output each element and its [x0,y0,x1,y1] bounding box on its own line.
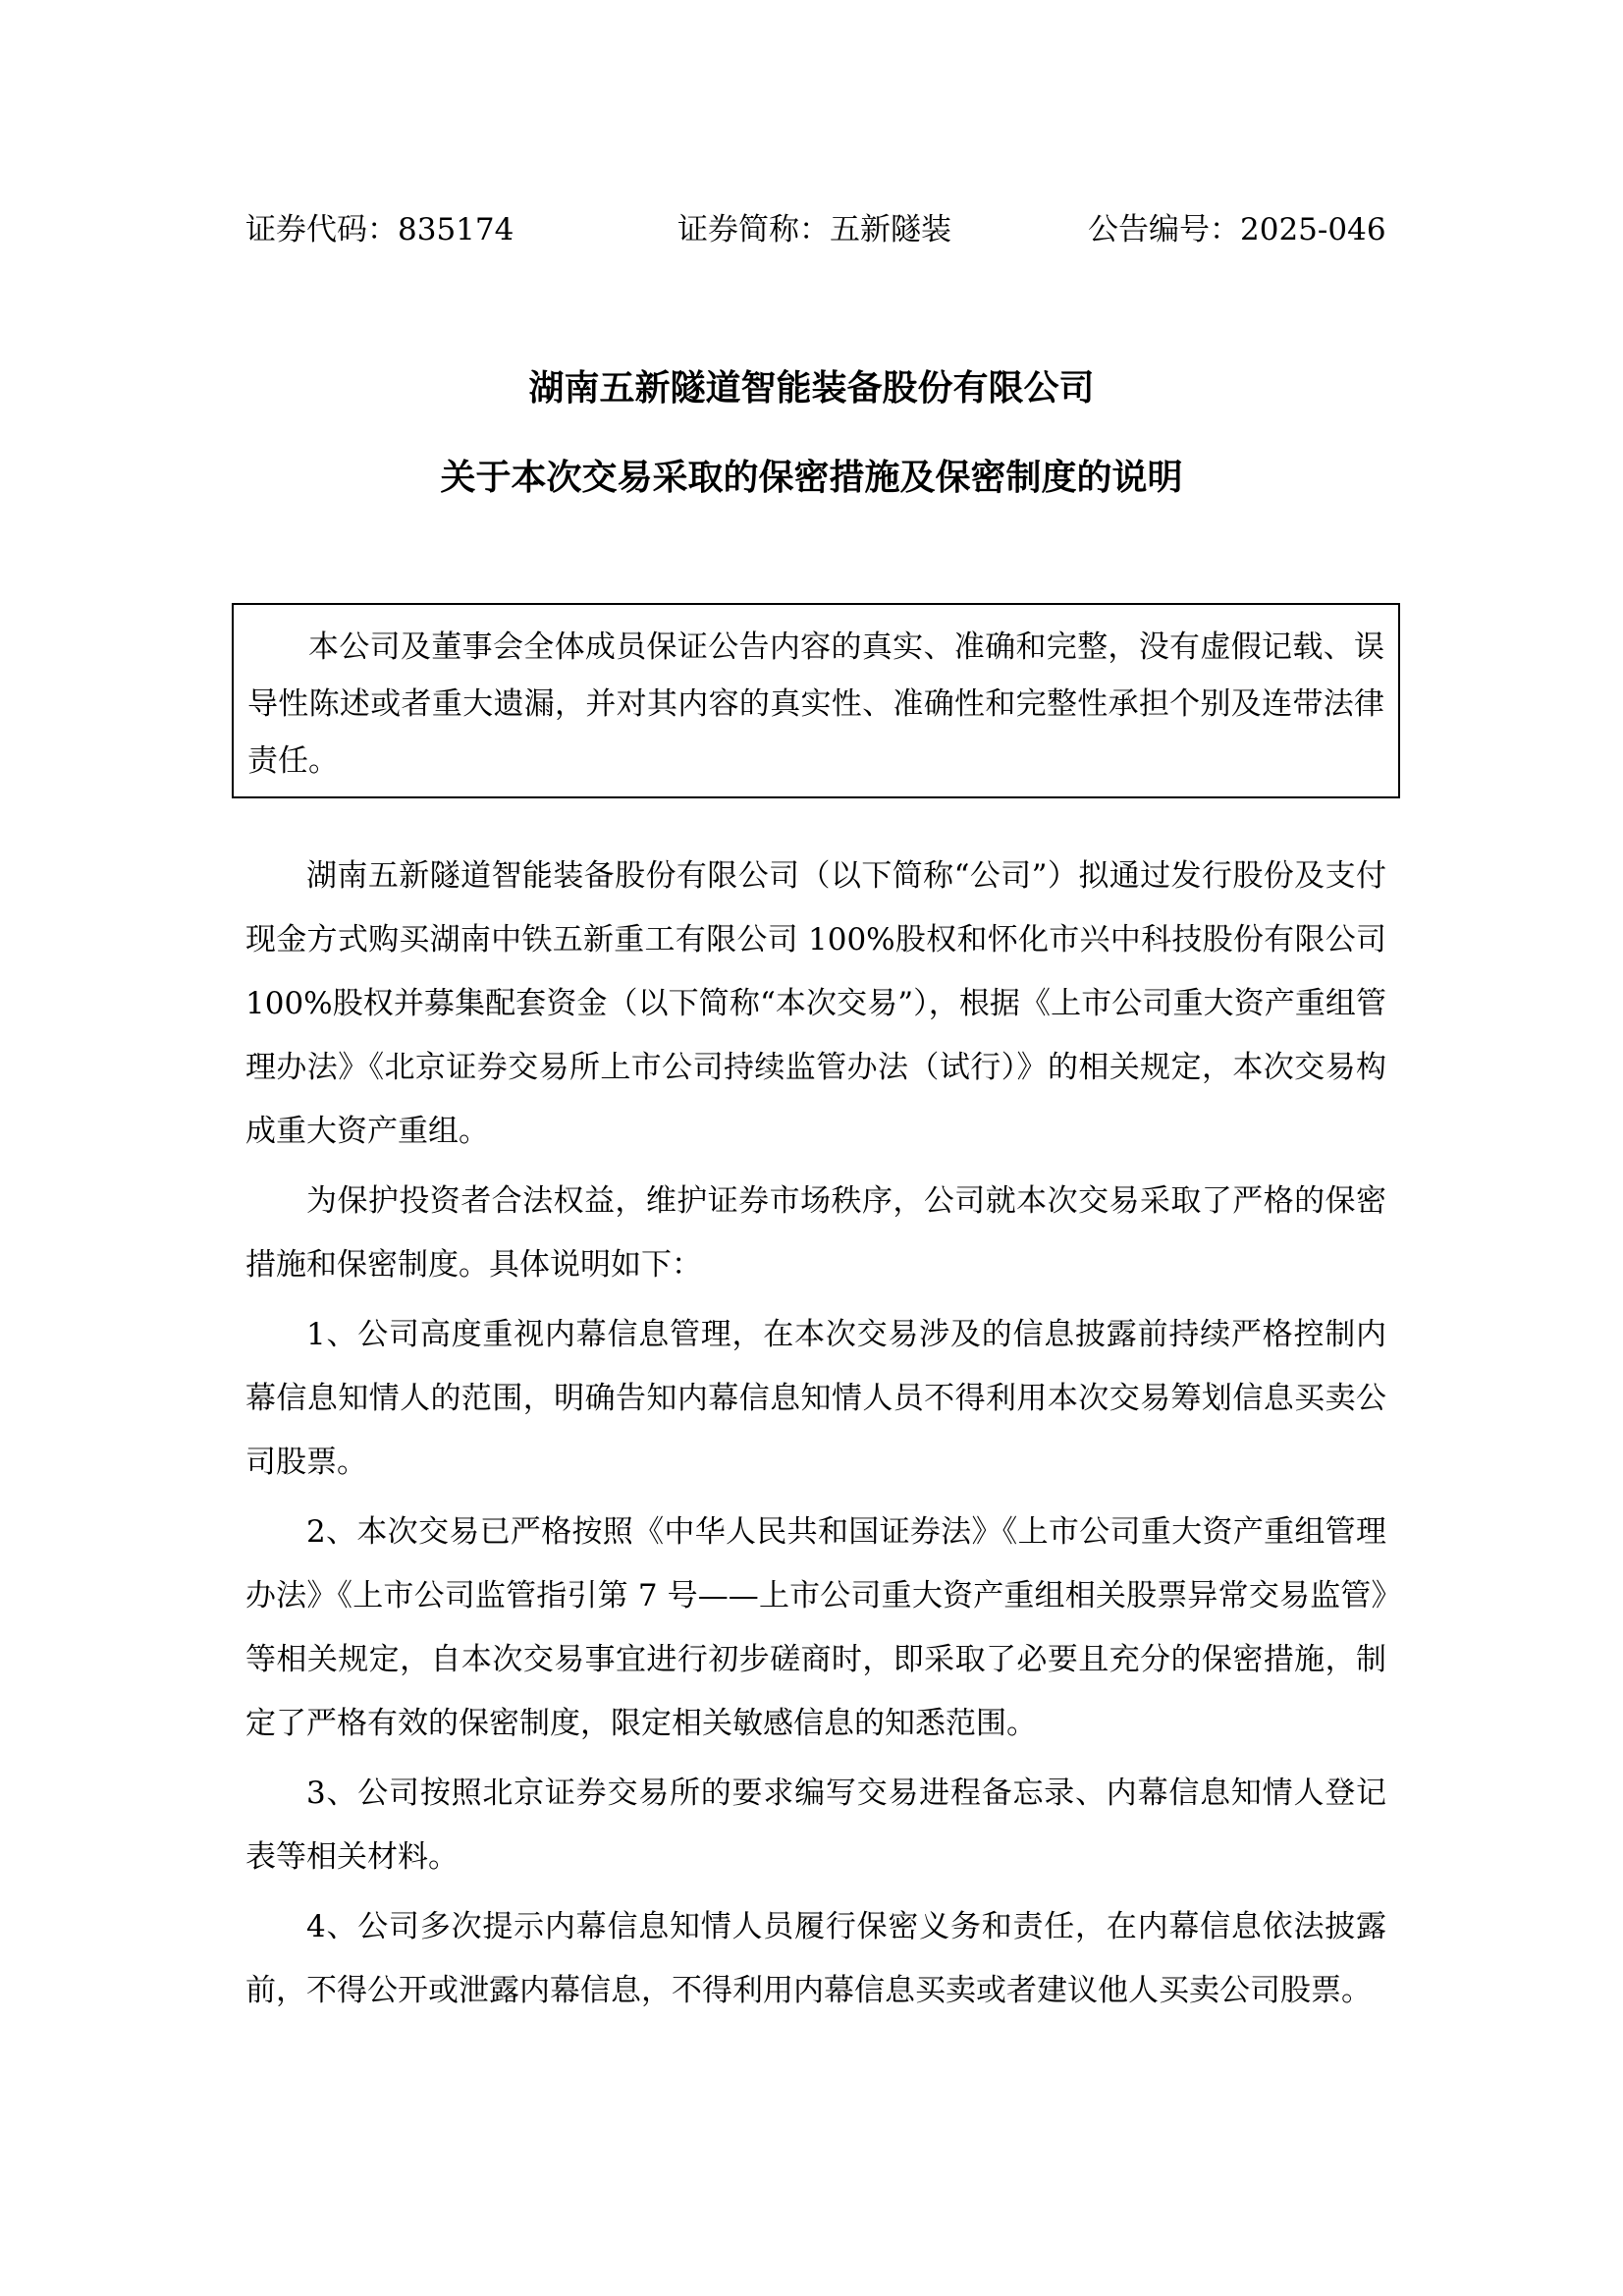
board-guarantee-notice: 本公司及董事会全体成员保证公告内容的真实、准确和完整，没有虚假记载、误导性陈述或者重大遗漏，并对其内容的真实性、准确性和完整性承担个别及连带法律责任。 [247,629,1384,779]
announcement-header [245,208,1384,251]
security-code: 证券代码：835174 [245,212,514,247]
body-paragraph-intro: 湖南五新隧道智能装备股份有限公司（以下简称“公司”）拟通过发行股份及支付现金方式购买湖南中铁五新重工有限公司 100%股权和怀化市兴中科技股份有限公司 100%股权并募集配套资金（以下简称“本次交易”），根据《上市公司重大资产重组管理办法》《北京证券交易所上市公司持续监管办法（试行）》的相关规定，本次交易构成重大资产重组。 [245,858,1386,1149]
body-paragraph-purpose: 为保护投资者合法权益，维护证券市场秩序，公司就本次交易采取了严格的保密措施和保密制度。具体说明如下： [245,1183,1386,1283]
document-title: 关于本次交易采取的保密措施及保密制度的说明 [440,458,1183,498]
board-guarantee-notice-box [232,603,1400,798]
body-paragraph-item-3: 3、公司按照北京证券交易所的要求编写交易进程备忘录、内幕信息知情人登记表等相关材料。 [245,1776,1386,1875]
document-body [245,845,1386,2029]
announcement-number: 公告编号：2025-046 [1088,212,1386,247]
body-paragraph-item-1: 1、公司高度重视内幕信息管理，在本次交易涉及的信息披露前持续严格控制内幕信息知情人的范围，明确告知内幕信息知情人员不得利用本次交易筹划信息买卖公司股票。 [245,1317,1386,1480]
security-abbreviation: 证券简称：五新隧装 [677,212,951,247]
body-paragraph-item-2: 2、本次交易已严格按照《中华人民共和国证券法》《上市公司重大资产重组管理办法》《上市公司监管指引第 7 号——上市公司重大资产重组相关股票异常交易监管》等相关规定，自本次交易事宜进行初步磋商时，即采取了必要且充分的保密措施，制定了严格有效的保密制度，限定相关敏感信息的知悉范围。 [245,1514,1386,1741]
body-paragraph-item-4: 4、公司多次提示内幕信息知情人员履行保密义务和责任，在内幕信息依法披露前，不得公开或泄露内幕信息，不得利用内幕信息买卖或者建议他人买卖公司股票。 [245,1909,1386,2008]
company-title: 湖南五新隧道智能装备股份有限公司 [528,368,1095,409]
